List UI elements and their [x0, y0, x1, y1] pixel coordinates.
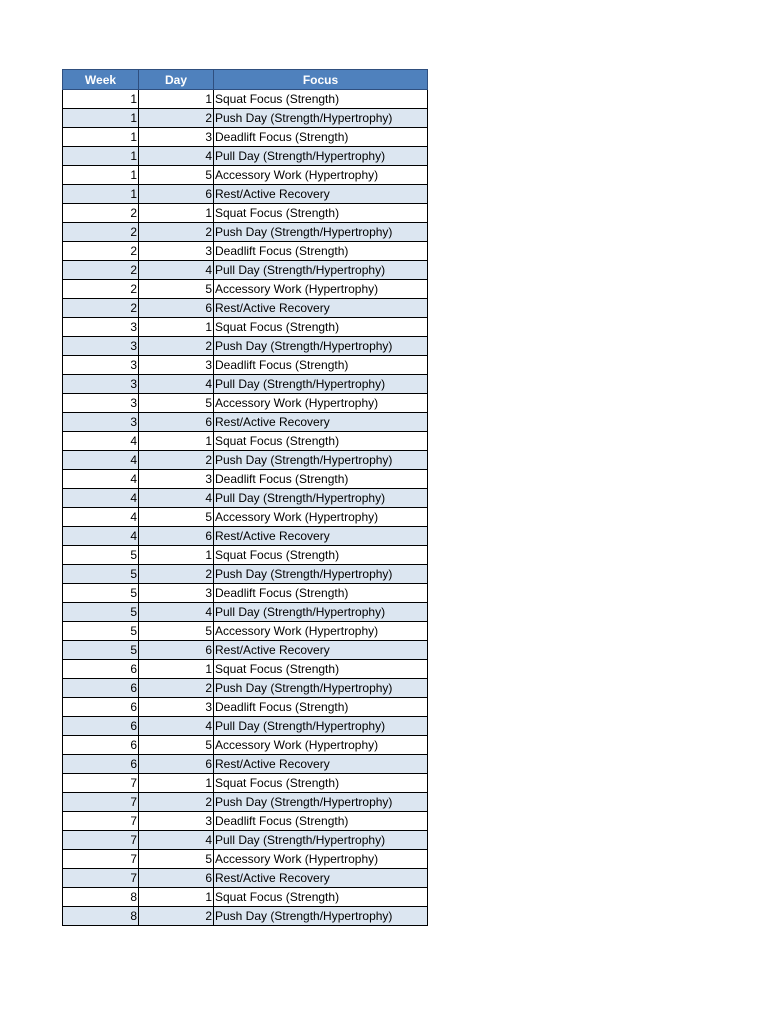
cell-week[interactable]: 3 — [63, 337, 139, 356]
cell-focus[interactable]: Rest/Active Recovery — [214, 527, 428, 546]
cell-focus[interactable]: Deadlift Focus (Strength) — [214, 470, 428, 489]
cell-focus[interactable]: Push Day (Strength/Hypertrophy) — [214, 907, 428, 926]
cell-week[interactable]: 5 — [63, 622, 139, 641]
table-row — [63, 527, 428, 546]
table-row — [63, 660, 428, 679]
column-header-week[interactable]: Week — [63, 70, 139, 90]
cell-week[interactable]: 6 — [63, 679, 139, 698]
cell-week[interactable]: 6 — [63, 660, 139, 679]
table-row — [63, 546, 428, 565]
cell-focus[interactable]: Squat Focus (Strength) — [214, 432, 428, 451]
cell-week[interactable]: 6 — [63, 698, 139, 717]
cell-focus[interactable]: Deadlift Focus (Strength) — [214, 698, 428, 717]
cell-day[interactable]: 1 — [139, 546, 214, 565]
table-row — [63, 489, 428, 508]
cell-week[interactable]: 7 — [63, 774, 139, 793]
table-row — [63, 318, 428, 337]
cell-day[interactable]: 6 — [139, 413, 214, 432]
table-row — [63, 736, 428, 755]
column-header-focus[interactable]: Focus — [214, 70, 428, 90]
cell-week[interactable]: 7 — [63, 793, 139, 812]
table-row — [63, 831, 428, 850]
cell-week[interactable]: 4 — [63, 451, 139, 470]
cell-week[interactable]: 4 — [63, 527, 139, 546]
table-row — [63, 793, 428, 812]
cell-day[interactable]: 4 — [139, 261, 214, 280]
cell-day[interactable]: 4 — [139, 603, 214, 622]
cell-week[interactable]: 2 — [63, 204, 139, 223]
table-row — [63, 869, 428, 888]
cell-day[interactable]: 2 — [139, 793, 214, 812]
table-row — [63, 603, 428, 622]
cell-focus[interactable]: Pull Day (Strength/Hypertrophy) — [214, 147, 428, 166]
table-row — [63, 774, 428, 793]
cell-day[interactable]: 4 — [139, 717, 214, 736]
cell-day[interactable]: 2 — [139, 679, 214, 698]
table-row — [63, 90, 428, 109]
cell-focus[interactable]: Pull Day (Strength/Hypertrophy) — [214, 261, 428, 280]
cell-focus[interactable]: Squat Focus (Strength) — [214, 90, 428, 109]
cell-focus[interactable]: Deadlift Focus (Strength) — [214, 812, 428, 831]
cell-week[interactable]: 3 — [63, 394, 139, 413]
table-row — [63, 470, 428, 489]
table-row — [63, 128, 428, 147]
cell-week[interactable]: 1 — [63, 185, 139, 204]
table-row — [63, 166, 428, 185]
cell-focus[interactable]: Push Day (Strength/Hypertrophy) — [214, 451, 428, 470]
cell-day[interactable]: 6 — [139, 869, 214, 888]
cell-day[interactable]: 6 — [139, 185, 214, 204]
cell-week[interactable]: 6 — [63, 717, 139, 736]
cell-focus[interactable]: Rest/Active Recovery — [214, 755, 428, 774]
table-row — [63, 888, 428, 907]
table-row — [63, 698, 428, 717]
cell-week[interactable]: 8 — [63, 907, 139, 926]
cell-focus[interactable]: Push Day (Strength/Hypertrophy) — [214, 109, 428, 128]
cell-focus[interactable]: Accessory Work (Hypertrophy) — [214, 394, 428, 413]
cell-day[interactable]: 4 — [139, 489, 214, 508]
cell-day[interactable]: 4 — [139, 147, 214, 166]
cell-focus[interactable]: Pull Day (Strength/Hypertrophy) — [214, 375, 428, 394]
cell-focus[interactable]: Deadlift Focus (Strength) — [214, 584, 428, 603]
cell-focus[interactable]: Push Day (Strength/Hypertrophy) — [214, 679, 428, 698]
cell-week[interactable]: 3 — [63, 413, 139, 432]
cell-day[interactable]: 6 — [139, 299, 214, 318]
cell-focus[interactable]: Squat Focus (Strength) — [214, 546, 428, 565]
cell-week[interactable]: 5 — [63, 584, 139, 603]
cell-day[interactable]: 1 — [139, 660, 214, 679]
cell-week[interactable]: 2 — [63, 299, 139, 318]
column-header-day[interactable]: Day — [139, 70, 214, 90]
cell-day[interactable]: 4 — [139, 831, 214, 850]
table-row — [63, 185, 428, 204]
table-row — [63, 413, 428, 432]
cell-week[interactable]: 4 — [63, 508, 139, 527]
cell-day[interactable]: 5 — [139, 736, 214, 755]
header-row — [63, 70, 428, 90]
cell-week[interactable]: 1 — [63, 90, 139, 109]
cell-focus[interactable]: Rest/Active Recovery — [214, 641, 428, 660]
table-row — [63, 356, 428, 375]
table-row — [63, 394, 428, 413]
table-row — [63, 261, 428, 280]
cell-week[interactable]: 4 — [63, 489, 139, 508]
table-row — [63, 109, 428, 128]
table-row — [63, 755, 428, 774]
cell-week[interactable]: 1 — [63, 109, 139, 128]
cell-day[interactable]: 6 — [139, 755, 214, 774]
cell-day[interactable]: 1 — [139, 204, 214, 223]
cell-focus[interactable]: Squat Focus (Strength) — [214, 204, 428, 223]
cell-day[interactable]: 5 — [139, 394, 214, 413]
cell-focus[interactable]: Rest/Active Recovery — [214, 413, 428, 432]
cell-focus[interactable]: Accessory Work (Hypertrophy) — [214, 508, 428, 527]
cell-week[interactable]: 1 — [63, 128, 139, 147]
table-row — [63, 717, 428, 736]
cell-day[interactable]: 5 — [139, 508, 214, 527]
cell-week[interactable]: 2 — [63, 223, 139, 242]
cell-week[interactable]: 6 — [63, 736, 139, 755]
cell-week[interactable]: 3 — [63, 318, 139, 337]
cell-focus[interactable]: Deadlift Focus (Strength) — [214, 356, 428, 375]
schedule-table — [62, 69, 428, 926]
cell-focus[interactable]: Accessory Work (Hypertrophy) — [214, 736, 428, 755]
cell-day[interactable]: 3 — [139, 128, 214, 147]
cell-focus[interactable]: Rest/Active Recovery — [214, 869, 428, 888]
cell-day[interactable]: 6 — [139, 641, 214, 660]
cell-day[interactable]: 2 — [139, 451, 214, 470]
table-row — [63, 147, 428, 166]
cell-focus[interactable]: Push Day (Strength/Hypertrophy) — [214, 223, 428, 242]
cell-focus[interactable]: Squat Focus (Strength) — [214, 318, 428, 337]
cell-day[interactable]: 3 — [139, 584, 214, 603]
table-row — [63, 812, 428, 831]
cell-day[interactable]: 5 — [139, 850, 214, 869]
cell-focus[interactable]: Rest/Active Recovery — [214, 299, 428, 318]
table-row — [63, 641, 428, 660]
cell-day[interactable]: 4 — [139, 375, 214, 394]
cell-focus[interactable]: Deadlift Focus (Strength) — [214, 128, 428, 147]
cell-focus[interactable]: Accessory Work (Hypertrophy) — [214, 622, 428, 641]
cell-week[interactable]: 1 — [63, 166, 139, 185]
cell-week[interactable]: 4 — [63, 432, 139, 451]
table-row — [63, 907, 428, 926]
cell-week[interactable]: 5 — [63, 603, 139, 622]
cell-week[interactable]: 7 — [63, 869, 139, 888]
cell-week[interactable]: 3 — [63, 356, 139, 375]
cell-week[interactable]: 8 — [63, 888, 139, 907]
cell-week[interactable]: 4 — [63, 470, 139, 489]
cell-day[interactable]: 5 — [139, 166, 214, 185]
table-row — [63, 242, 428, 261]
cell-day[interactable]: 3 — [139, 356, 214, 375]
table-row — [63, 337, 428, 356]
table-row — [63, 375, 428, 394]
cell-week[interactable]: 5 — [63, 565, 139, 584]
cell-day[interactable]: 2 — [139, 907, 214, 926]
table-row — [63, 850, 428, 869]
cell-week[interactable]: 7 — [63, 831, 139, 850]
cell-week[interactable]: 3 — [63, 375, 139, 394]
cell-day[interactable]: 2 — [139, 223, 214, 242]
table-row — [63, 204, 428, 223]
cell-week[interactable]: 6 — [63, 755, 139, 774]
cell-day[interactable]: 5 — [139, 280, 214, 299]
cell-focus[interactable]: Accessory Work (Hypertrophy) — [214, 280, 428, 299]
table-row — [63, 299, 428, 318]
cell-week[interactable]: 5 — [63, 546, 139, 565]
cell-week[interactable]: 2 — [63, 261, 139, 280]
cell-day[interactable]: 3 — [139, 698, 214, 717]
cell-day[interactable]: 1 — [139, 774, 214, 793]
table-body — [63, 90, 428, 926]
cell-focus[interactable]: Deadlift Focus (Strength) — [214, 242, 428, 261]
table-row — [63, 432, 428, 451]
cell-week[interactable]: 7 — [63, 812, 139, 831]
cell-day[interactable]: 2 — [139, 565, 214, 584]
cell-week[interactable]: 2 — [63, 280, 139, 299]
cell-focus[interactable]: Squat Focus (Strength) — [214, 774, 428, 793]
cell-focus[interactable]: Accessory Work (Hypertrophy) — [214, 166, 428, 185]
cell-focus[interactable]: Pull Day (Strength/Hypertrophy) — [214, 489, 428, 508]
cell-focus[interactable]: Push Day (Strength/Hypertrophy) — [214, 337, 428, 356]
table-row — [63, 679, 428, 698]
table-row — [63, 451, 428, 470]
cell-day[interactable]: 6 — [139, 527, 214, 546]
table-row — [63, 280, 428, 299]
table-row — [63, 223, 428, 242]
cell-week[interactable]: 5 — [63, 641, 139, 660]
cell-focus[interactable]: Rest/Active Recovery — [214, 185, 428, 204]
cell-focus[interactable]: Push Day (Strength/Hypertrophy) — [214, 793, 428, 812]
table-row — [63, 565, 428, 584]
cell-day[interactable]: 3 — [139, 470, 214, 489]
cell-day[interactable]: 1 — [139, 888, 214, 907]
cell-week[interactable]: 1 — [63, 147, 139, 166]
cell-day[interactable]: 1 — [139, 432, 214, 451]
cell-day[interactable]: 1 — [139, 318, 214, 337]
cell-focus[interactable]: Squat Focus (Strength) — [214, 660, 428, 679]
cell-focus[interactable]: Pull Day (Strength/Hypertrophy) — [214, 831, 428, 850]
table-row — [63, 584, 428, 603]
cell-focus[interactable]: Pull Day (Strength/Hypertrophy) — [214, 603, 428, 622]
cell-day[interactable]: 1 — [139, 90, 214, 109]
cell-day[interactable]: 3 — [139, 812, 214, 831]
table-row — [63, 508, 428, 527]
cell-week[interactable]: 7 — [63, 850, 139, 869]
cell-focus[interactable]: Accessory Work (Hypertrophy) — [214, 850, 428, 869]
cell-day[interactable]: 3 — [139, 242, 214, 261]
cell-day[interactable]: 5 — [139, 622, 214, 641]
cell-week[interactable]: 2 — [63, 242, 139, 261]
cell-day[interactable]: 2 — [139, 109, 214, 128]
cell-day[interactable]: 2 — [139, 337, 214, 356]
cell-focus[interactable]: Pull Day (Strength/Hypertrophy) — [214, 717, 428, 736]
cell-focus[interactable]: Squat Focus (Strength) — [214, 888, 428, 907]
table-row — [63, 622, 428, 641]
cell-focus[interactable]: Push Day (Strength/Hypertrophy) — [214, 565, 428, 584]
